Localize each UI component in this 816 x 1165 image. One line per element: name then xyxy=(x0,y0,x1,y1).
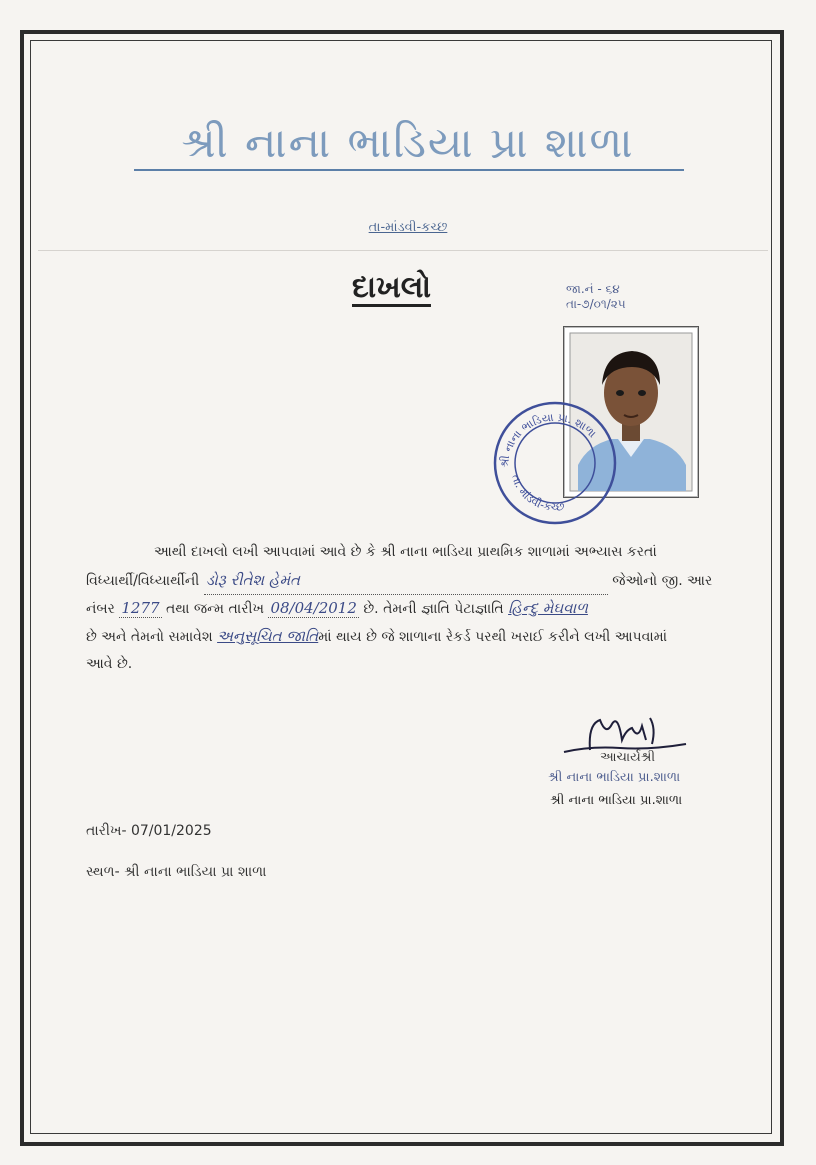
body-line-1: આથી દાખલો લખી આપવામાં આવે છે કે શ્રી નાના ભાડિયા પ્રાથમિક શાળામાં અભ્યાસ કરતાં xyxy=(154,544,657,560)
header-divider xyxy=(38,250,768,251)
caste-field: હિન્દુ મેઘવાળ xyxy=(508,599,588,617)
body-line-4 xyxy=(86,622,746,651)
register-number: જા.નં - ૬૪ xyxy=(566,282,620,296)
principal-school-stamp-line: શ્રી નાના ભાડિયા પ્રા.શાળા xyxy=(548,770,681,785)
stamp-text-top: શ્રી નાના ભાડિયા પ્રા. શાળા xyxy=(497,410,599,469)
gr-number-field: 1277 xyxy=(121,599,160,617)
gr-label: જેઓનો જી. આર xyxy=(612,573,713,589)
issue-date: તારીખ- 07/01/2025 xyxy=(86,823,212,839)
certificate-title: દાખલો xyxy=(352,270,431,305)
line4-prefix: છે અને તેમનો સમાવેશ xyxy=(86,629,213,645)
student-name-field: ડોરૂ રીતેશ હેમંત xyxy=(204,566,608,595)
heading-underline xyxy=(134,169,684,171)
body-line-2 xyxy=(86,566,746,595)
category-field: અનુસૂચિત જાતિ xyxy=(217,627,319,645)
body-line-5: આવે છે. xyxy=(86,656,133,672)
principal-title: આચાર્યશ્રી xyxy=(600,750,656,765)
principal-school-line: શ્રી નાના ભાડિયા પ્રા.શાળા xyxy=(550,793,683,808)
taluka-line: તા-માંડવી-કચ્છ xyxy=(368,220,448,235)
body-line-3 xyxy=(86,594,746,623)
student-prefix: વિધ્યાર્થી/વિધ્યાર્થીની xyxy=(86,573,200,589)
svg-text:તા. માંડવી-કચ્છ xyxy=(509,473,566,514)
register-date: તા-૭/૦૧/૨૫ xyxy=(566,297,626,311)
dob-field: 08/04/2012 xyxy=(270,599,357,617)
stamp-text-bottom: તા. માંડવી-કચ્છ xyxy=(508,472,566,514)
line4-suffix: માં થાય છે જે શાળાના રેકર્ડ પરથી ખરાઈ કરીને લખી આપવામાં xyxy=(318,629,668,645)
number-label: નંબર xyxy=(86,601,115,617)
caste-label: છે. તેમની જ્ઞાતિ પેટાજ્ઞાતિ xyxy=(363,601,504,617)
dob-label: તથા જન્મ તારીખ xyxy=(166,601,264,617)
school-stamp xyxy=(490,398,620,528)
school-name-heading: શ્રી નાના ભાડિયા પ્રા શાળા xyxy=(181,118,635,167)
issue-place: સ્થળ- શ્રી નાના ભાડિયા પ્રા શાળા xyxy=(86,864,267,880)
